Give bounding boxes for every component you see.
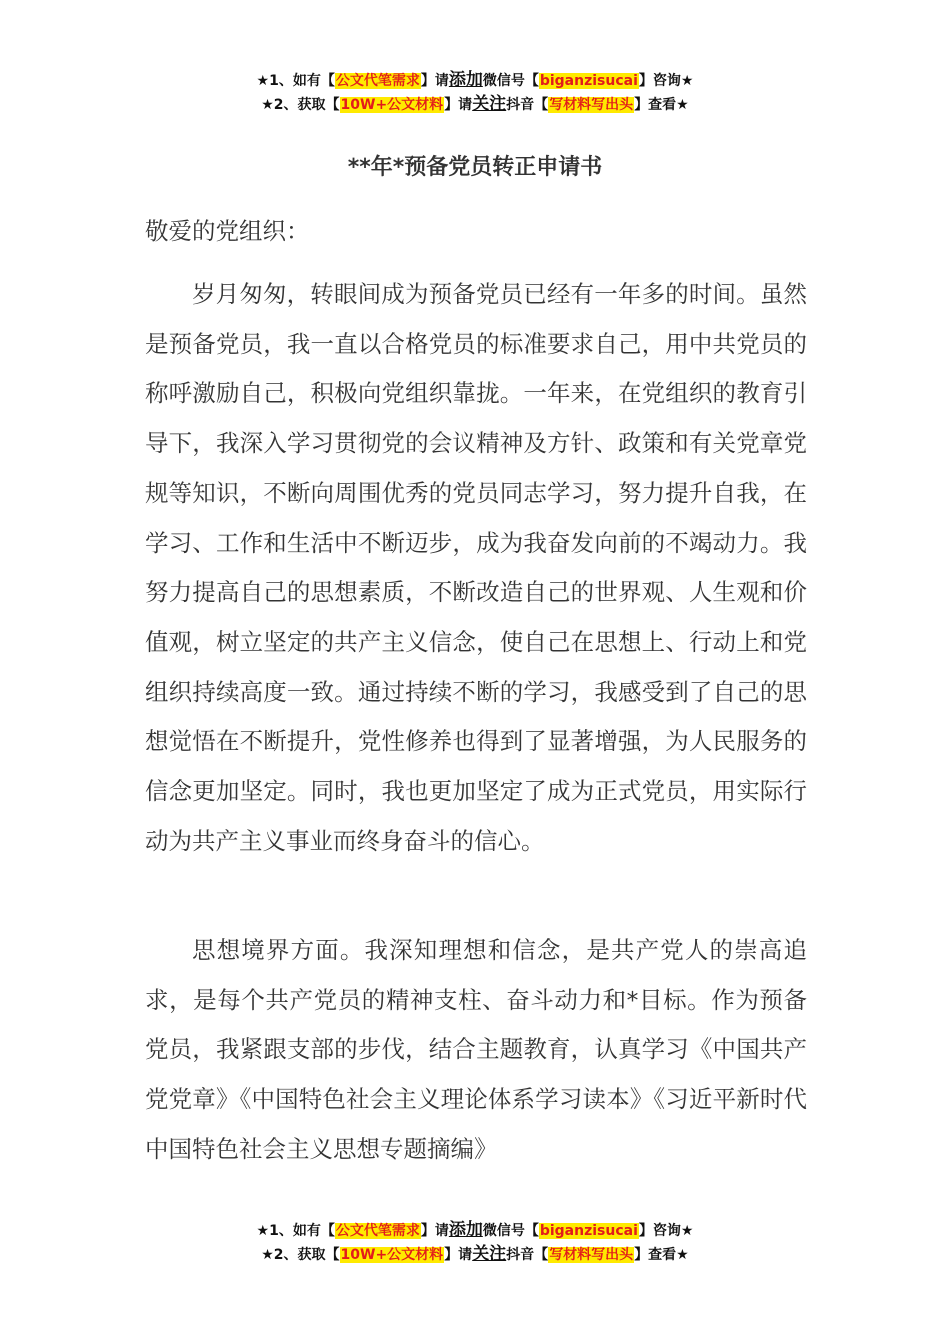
ad-text: 】请 [420, 1223, 449, 1239]
ad-line-1 [0, 68, 950, 92]
ad-text: 】查看★ [634, 97, 689, 113]
footer-ad-banner [0, 1218, 950, 1266]
paragraph-1: 岁月匆匆，转眼间成为预备党员已经有一年多的时间。虽然是预备党员，我一直以合格党员的标准要求自己，用中共党员的称呼激励自己，积极向党组织靠拢。一年来，在党组织的教育引导下，我深入学习贯彻党的会议精神及方针、政策和有关党章党规等知识，不断向周围优秀的党员同志学习，努力提升自我，在学习、工作和生活中不断迈步，成为我奋发向前的不竭动力。我努力提高自己的思想素质，不断改造自己的世界观、人生观和价值观，树立坚定的共产主义信念，使自己在思想上、行动上和党组织持续高度一致。通过持续不断的学习，我感受到了自己的思想觉悟在不断提升，党性修养也得到了显著增强，为人民服务的信念更加坚定。同时，我也更加坚定了成为正式党员，用实际行动为共产主义事业而终身奋斗的信心。 [145, 280, 807, 855]
ad-text: 】请 [444, 1247, 473, 1263]
ad-emphasis: 添加 [448, 70, 483, 90]
ad-text: 】请 [420, 73, 449, 89]
greeting: 敬爱的党组织： [145, 217, 310, 245]
ad-text: 】请 [444, 97, 473, 113]
ad-text: 微信号【 [482, 73, 539, 89]
ad-highlight: 10W+公文材料 [340, 1247, 444, 1263]
ad-highlight: 写材料写出头 [549, 1247, 634, 1263]
ad-highlight: biganzisucai [539, 73, 638, 89]
ad-highlight: 公文代笔需求 [335, 73, 420, 89]
ad-text: ★2、获取【 [261, 97, 340, 113]
paragraph-2: 思想境界方面。我深知理想和信念，是共产党人的崇高追求，是每个共产党员的精神支柱、奋斗动力和*目标。作为预备党员，我紧跟支部的步伐，结合主题教育，认真学习《中国共产党党章》《中国特色社会主义理论体系学习读本》《习近平新时代中国特色社会主义思想专题摘编》 [145, 936, 807, 1163]
ad-text: 微信号【 [482, 1223, 539, 1239]
document-title: **年*预备党员转正申请书 [347, 155, 603, 180]
ad-line-2 [0, 92, 950, 116]
ad-emphasis: 添加 [448, 1220, 483, 1240]
ad-text: 】咨询★ [638, 1223, 694, 1239]
ad-line-2 [0, 1242, 950, 1266]
ad-text: 】咨询★ [638, 73, 694, 89]
ad-highlight: 写材料写出头 [549, 97, 634, 113]
ad-emphasis: 关注 [472, 1244, 507, 1264]
ad-text: 抖音【 [506, 1247, 549, 1263]
ad-highlight: 公文代笔需求 [335, 1223, 420, 1239]
ad-text: ★2、获取【 [261, 1247, 340, 1263]
header-ad-banner [0, 68, 950, 116]
ad-highlight: biganzisucai [539, 1223, 638, 1239]
ad-text: ★1、如有【 [256, 1223, 335, 1239]
ad-text: ★1、如有【 [256, 73, 335, 89]
ad-text: 】查看★ [634, 1247, 689, 1263]
ad-text: 抖音【 [506, 97, 549, 113]
ad-line-1 [0, 1218, 950, 1242]
ad-highlight: 10W+公文材料 [340, 97, 444, 113]
ad-emphasis: 关注 [472, 94, 507, 114]
